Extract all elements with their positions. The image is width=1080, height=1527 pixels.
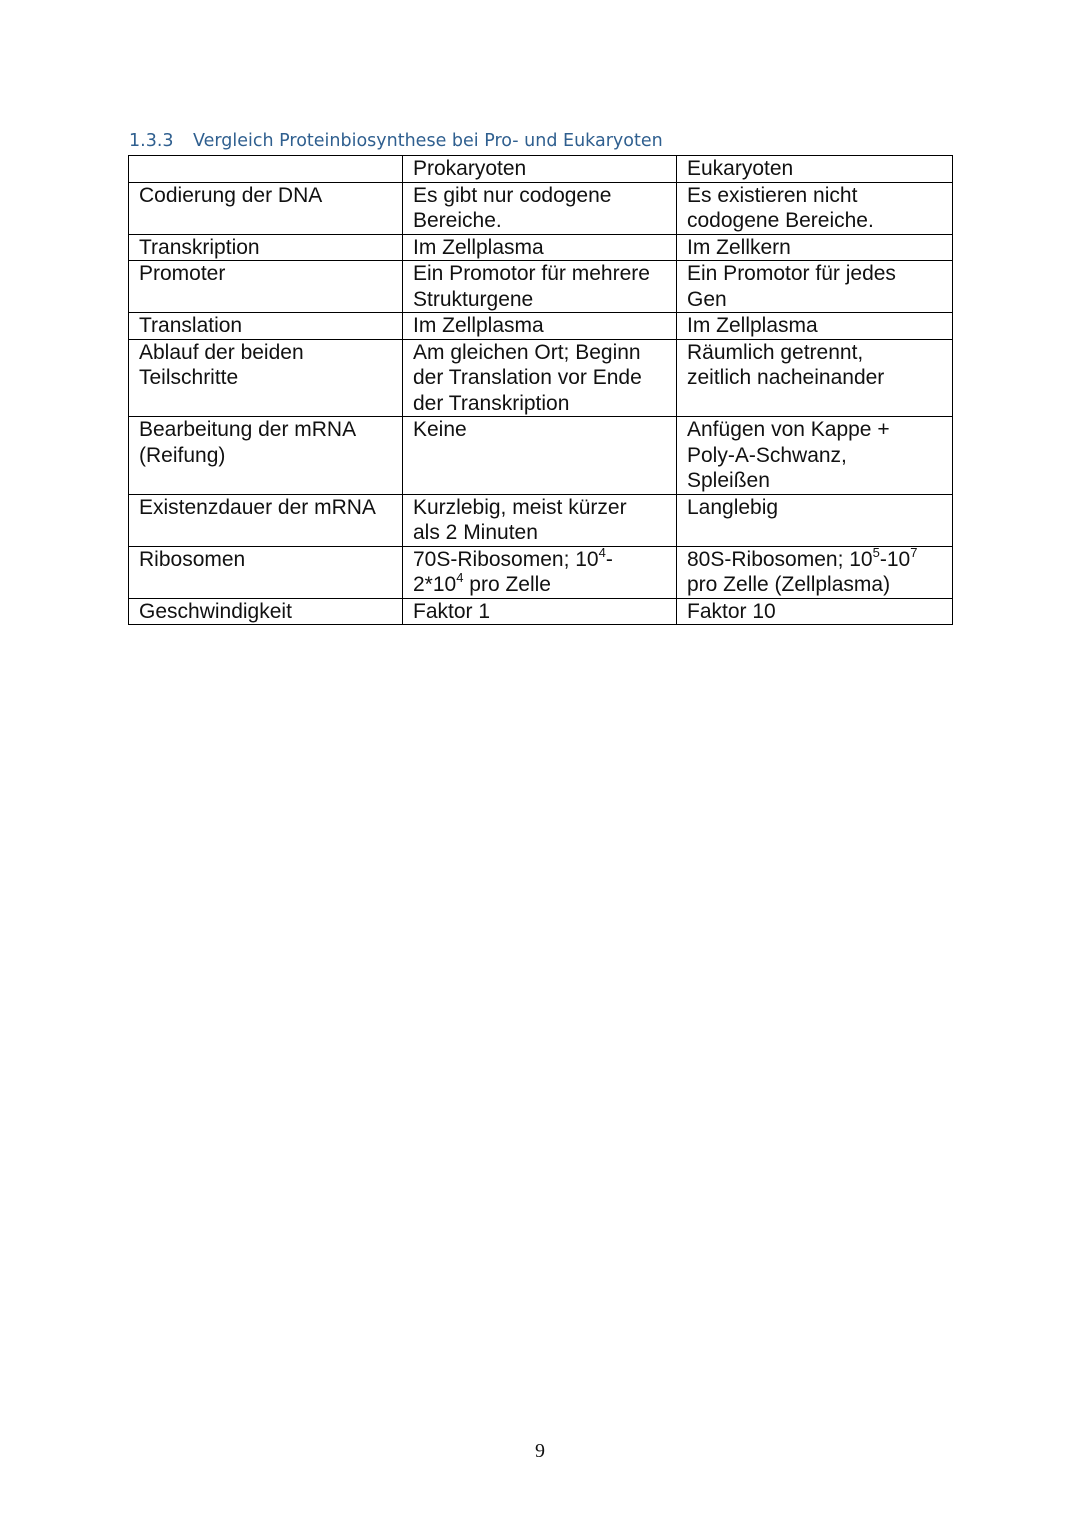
cell-line: Im Zellplasma [413,235,544,259]
row-label-cell [129,494,403,546]
prokaryoten-cell [403,546,677,598]
cell-line: codogene Bereiche. [687,209,874,232]
cell-line: Es gibt nur codogene [413,183,612,207]
header-cell-empty [129,156,403,183]
cell-line: Poly-A-Schwanz, [687,443,847,467]
table-row [129,339,953,417]
text-run: pro Zelle [463,573,551,596]
row-label-cell [129,313,403,340]
cell-line: Faktor 10 [687,599,776,623]
superscript: 5 [872,546,880,560]
superscript: 4 [456,570,464,585]
cell-line [413,547,672,573]
cell-line: Ein Promotor für jedes [687,262,896,285]
eukaryoten-cell [677,598,953,625]
cell-line: zeitlich nacheinander [687,366,885,389]
row-label-cell [129,546,403,598]
prokaryoten-cell [403,261,677,313]
table-row [129,182,953,234]
row-label-cell [129,261,403,313]
cell-line: Bearbeitung der mRNA [139,418,357,441]
cell-line [687,547,948,573]
eukaryoten-cell [677,546,953,598]
cell-line: Ribosomen [139,547,246,571]
cell-line: Am gleichen Ort; Beginn [413,340,641,364]
prokaryoten-cell [403,417,677,495]
cell-line [413,572,672,598]
eukaryoten-cell [677,417,953,495]
section-heading [129,131,663,151]
cell-line: Anfügen von Kappe + [687,418,890,441]
cell-line: Bereiche. [413,209,502,232]
cell-line: Spleißen [687,469,770,492]
cell-line: Promoter [139,262,226,285]
cell-line: Transkription [139,235,260,259]
cell-line: Im Zellplasma [687,314,818,337]
row-label-cell [129,182,403,234]
cell-line: Im Zellkern [687,235,791,259]
cell-line: Codierung der DNA [139,183,323,207]
cell-line: Keine [413,418,467,441]
cell-line: Es existieren nicht [687,183,858,207]
cell-line: Räumlich getrennt, [687,340,864,364]
table-row [129,494,953,546]
eukaryoten-cell [677,339,953,417]
text-run: 80S-Ribosomen; 10 [687,547,873,571]
text-run: -10 [879,547,911,571]
prokaryoten-cell [403,494,677,546]
table-row [129,598,953,625]
text-run: pro Zelle (Zellplasma) [687,573,891,596]
eukaryoten-cell [677,234,953,261]
prokaryoten-cell [403,339,677,417]
cell-line: (Reifung) [139,443,226,467]
cell-line: Ablauf der beiden [139,340,304,364]
cell-line: Teilschritte [139,366,239,389]
comparison-table [128,155,953,625]
row-label-cell [129,234,403,261]
header-cell-eukaryoten: Eukaryoten [677,156,953,183]
row-label-cell [129,339,403,417]
eukaryoten-cell [677,494,953,546]
section-number: 1.3.3 [129,131,174,151]
row-label-cell [129,598,403,625]
cell-line [687,572,948,598]
text-run: 2*10 [413,573,457,596]
cell-line: Gen [687,287,727,311]
superscript: 4 [598,546,606,560]
cell-line: Geschwindigkeit [139,599,292,623]
cell-line: Faktor 1 [413,599,491,623]
prokaryoten-cell [403,234,677,261]
section-title: Vergleich Proteinbiosynthese bei Pro- und Eukaryoten [193,131,663,151]
cell-line: Translation [139,314,243,337]
eukaryoten-cell [677,313,953,340]
cell-line: Strukturgene [413,287,534,311]
text-run: 70S-Ribosomen; 10 [413,547,599,571]
cell-line: Im Zellplasma [413,314,544,337]
cell-line: Kurzlebig, meist kürzer [413,495,627,519]
cell-line: der Translation vor Ende [413,366,642,389]
cell-line: als 2 Minuten [413,521,538,544]
prokaryoten-cell [403,182,677,234]
row-label-cell [129,417,403,495]
cell-line: Ein Promotor für mehrere [413,262,650,285]
cell-line: Langlebig [687,495,779,519]
table-row [129,234,953,261]
table-row [129,313,953,340]
header-cell-prokaryoten: Prokaryoten [403,156,677,183]
text-run: - [605,547,613,571]
prokaryoten-cell [403,598,677,625]
cell-line: der Transkription [413,391,570,415]
eukaryoten-cell [677,261,953,313]
superscript: 7 [910,546,918,560]
table-row [129,261,953,313]
eukaryoten-cell [677,182,953,234]
prokaryoten-cell [403,313,677,340]
page-number: 9 [535,1440,545,1462]
table-header-row [129,156,953,183]
table-row [129,417,953,495]
cell-line: Existenzdauer der mRNA [139,495,376,519]
table-row [129,546,953,598]
